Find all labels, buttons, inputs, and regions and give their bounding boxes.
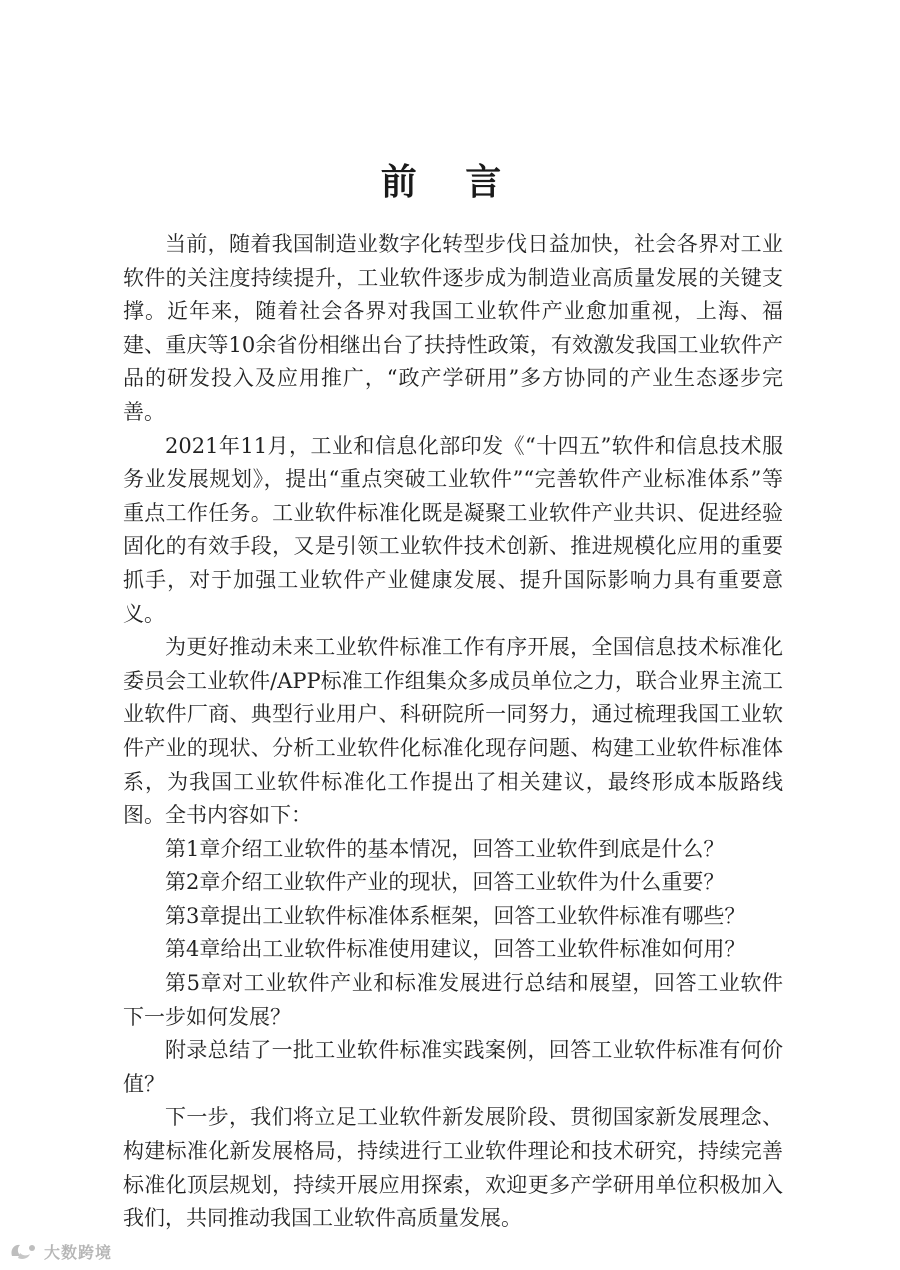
paragraph-chapter-4: 第4章给出工业软件标准使用建议，回答工业软件标准如何用？	[165, 937, 746, 962]
paragraph-chapter-2: 第2章介绍工业软件产业的现状，回答工业软件为什么重要？	[165, 870, 725, 895]
paragraph-next-step: 下一步，我们将立足工业软件新发展阶段、贯彻国家新发展理念、构建标准化新发展格局，持续进行工业软件理论和技术研究，持续完善标准化顶层规划，持续开展应用探索，欢迎更多产学研用单位积极加入我们，共同推动我国工业软件高质量发展。	[123, 1105, 783, 1231]
paragraph-chapter-1: 第1章介绍工业软件的基本情况，回答工业软件到底是什么？	[165, 836, 725, 861]
watermark-logo-icon	[8, 1240, 40, 1262]
paragraph-roadmap: 为更好推动未来工业软件标准工作有序开展，全国信息技术标准化委员会工业软件/APP标准工作组集众多成员单位之力，联合业界主流工业软件厂商、典型行业用户、科研院所一同努力，通过梳理我国工业软件产业的现状、分析工业软件化标准化现存问题、构建工业软件标准体系，为我国工业软件标准化工作提出了相关建议，最终形成本版路线图。全书内容如下：	[123, 635, 783, 828]
page-title: 前 言	[380, 161, 520, 203]
preface-body	[123, 228, 783, 1236]
paragraph-chapter-5: 第5章对工业软件产业和标准发展进行总结和展望，回答工业软件下一步如何发展？	[123, 971, 783, 1029]
paragraph-chapter-3: 第3章提出工业软件标准体系框架，回答工业软件标准有哪些？	[165, 903, 746, 928]
paragraph-appendix: 附录总结了一批工业软件标准实践案例，回答工业软件标准有何价值？	[123, 1038, 783, 1096]
paragraph-intro: 当前，随着我国制造业数字化转型步伐日益加快，社会各界对工业软件的关注度持续提升，工业软件逐步成为制造业高质量发展的关键支撑。近年来，随着社会各界对我国工业软件产业愈加重视，上海、福建、重庆等10余省份相继出台了扶持性政策，有效激发我国工业软件产品的研发投入及应用推广，“政产学研用”多方协同的产业生态逐步完善。	[123, 232, 783, 424]
watermark	[8, 1238, 112, 1264]
watermark-text: 大数跨境	[44, 1242, 113, 1262]
paragraph-plan: 2021年11月，工业和信息化部印发《“十四五”软件和信息技术服务业发展规划》，提出“重点突破工业软件”“完善软件产业标准体系”等重点工作任务。工业软件标准化既是凝聚工业软件产业共识、促进经验固化的有效手段，又是引领工业软件技术创新、推进规模化应用的重要抓手，对于加强工业软件产业健康发展、提升国际影响力具有重要意义。	[123, 433, 783, 626]
